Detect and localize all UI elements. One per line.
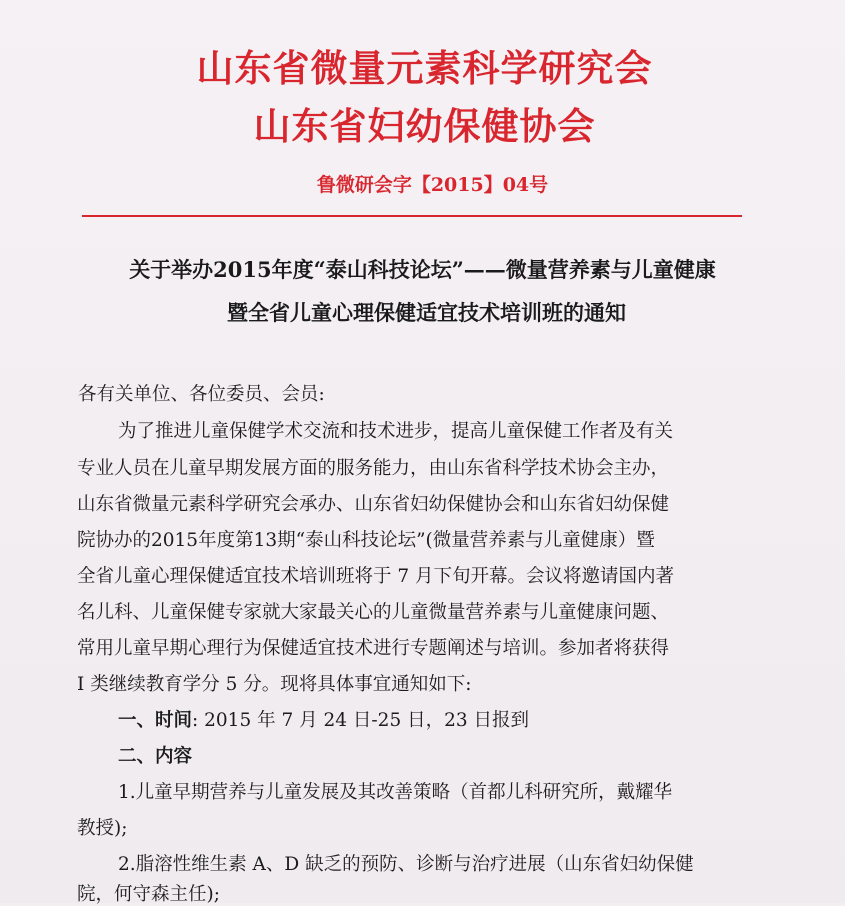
paragraph-line: I 类继续教育学分 5 分。现将具体事宜通知如下: bbox=[77, 674, 472, 695]
red-divider-line bbox=[82, 215, 742, 217]
section-2-heading: 二、内容 bbox=[118, 746, 193, 767]
section-1 bbox=[118, 706, 529, 732]
notice-title-line-2: 暨全省儿童心理保健适宜技术培训班的通知 bbox=[227, 300, 626, 325]
list-item-1-line-2: 教授); bbox=[77, 818, 128, 839]
paragraph-line: 为了推进儿童保健学术交流和技术进步，提高儿童保健工作者及有关 bbox=[118, 421, 674, 442]
paragraph-line: 院协办的2015年度第13期“泰山科技论坛”(微量营养素与儿童健康）暨 bbox=[77, 530, 655, 551]
section-1-heading: 一、时间 bbox=[118, 710, 193, 731]
paragraph-line: 常用儿童早期心理行为保健适宜技术进行专题阐述与培训。参加者将获得 bbox=[77, 638, 670, 659]
list-item-2-line-1: 2.脂溶性维生素 A、D 缺乏的预防、诊断与治疗进展（山东省妇幼保健 bbox=[118, 854, 694, 875]
paragraph-line: 全省儿童心理保健适宜技术培训班将于 7 月下旬开幕。会议将邀请国内著 bbox=[77, 566, 675, 587]
document-number: 鲁微研会字【2015】04号 bbox=[316, 174, 549, 196]
salutation: 各有关单位、各位委员、会员: bbox=[78, 384, 325, 405]
notice-title-line-1: 关于举办2015年度“泰山科技论坛”——微量营养素与儿童健康 bbox=[129, 257, 716, 282]
list-item-2-line-2: 院，何守森主任); bbox=[77, 884, 220, 905]
paragraph-line: 山东省微量元素科学研究会承办、山东省妇幼保健协会和山东省妇幼保健 bbox=[77, 494, 670, 515]
paragraph-line: 名儿科、儿童保健专家就大家最关心的儿童微量营养素与儿童健康问题、 bbox=[77, 602, 670, 623]
issuing-organization-2: 山东省妇幼保健协会 bbox=[253, 104, 596, 148]
list-item-1-line-1: 1.儿童早期营养与儿童发展及其改善策略（首都儿科研究所，戴耀华 bbox=[118, 782, 673, 803]
issuing-organization-1: 山东省微量元素科学研究会 bbox=[196, 46, 653, 90]
section-1-text: : 2015 年 7 月 24 日-25 日，23 日报到 bbox=[192, 710, 530, 731]
paragraph-line: 专业人员在儿童早期发展方面的服务能力，由山东省科学技术协会主办， bbox=[77, 458, 670, 479]
